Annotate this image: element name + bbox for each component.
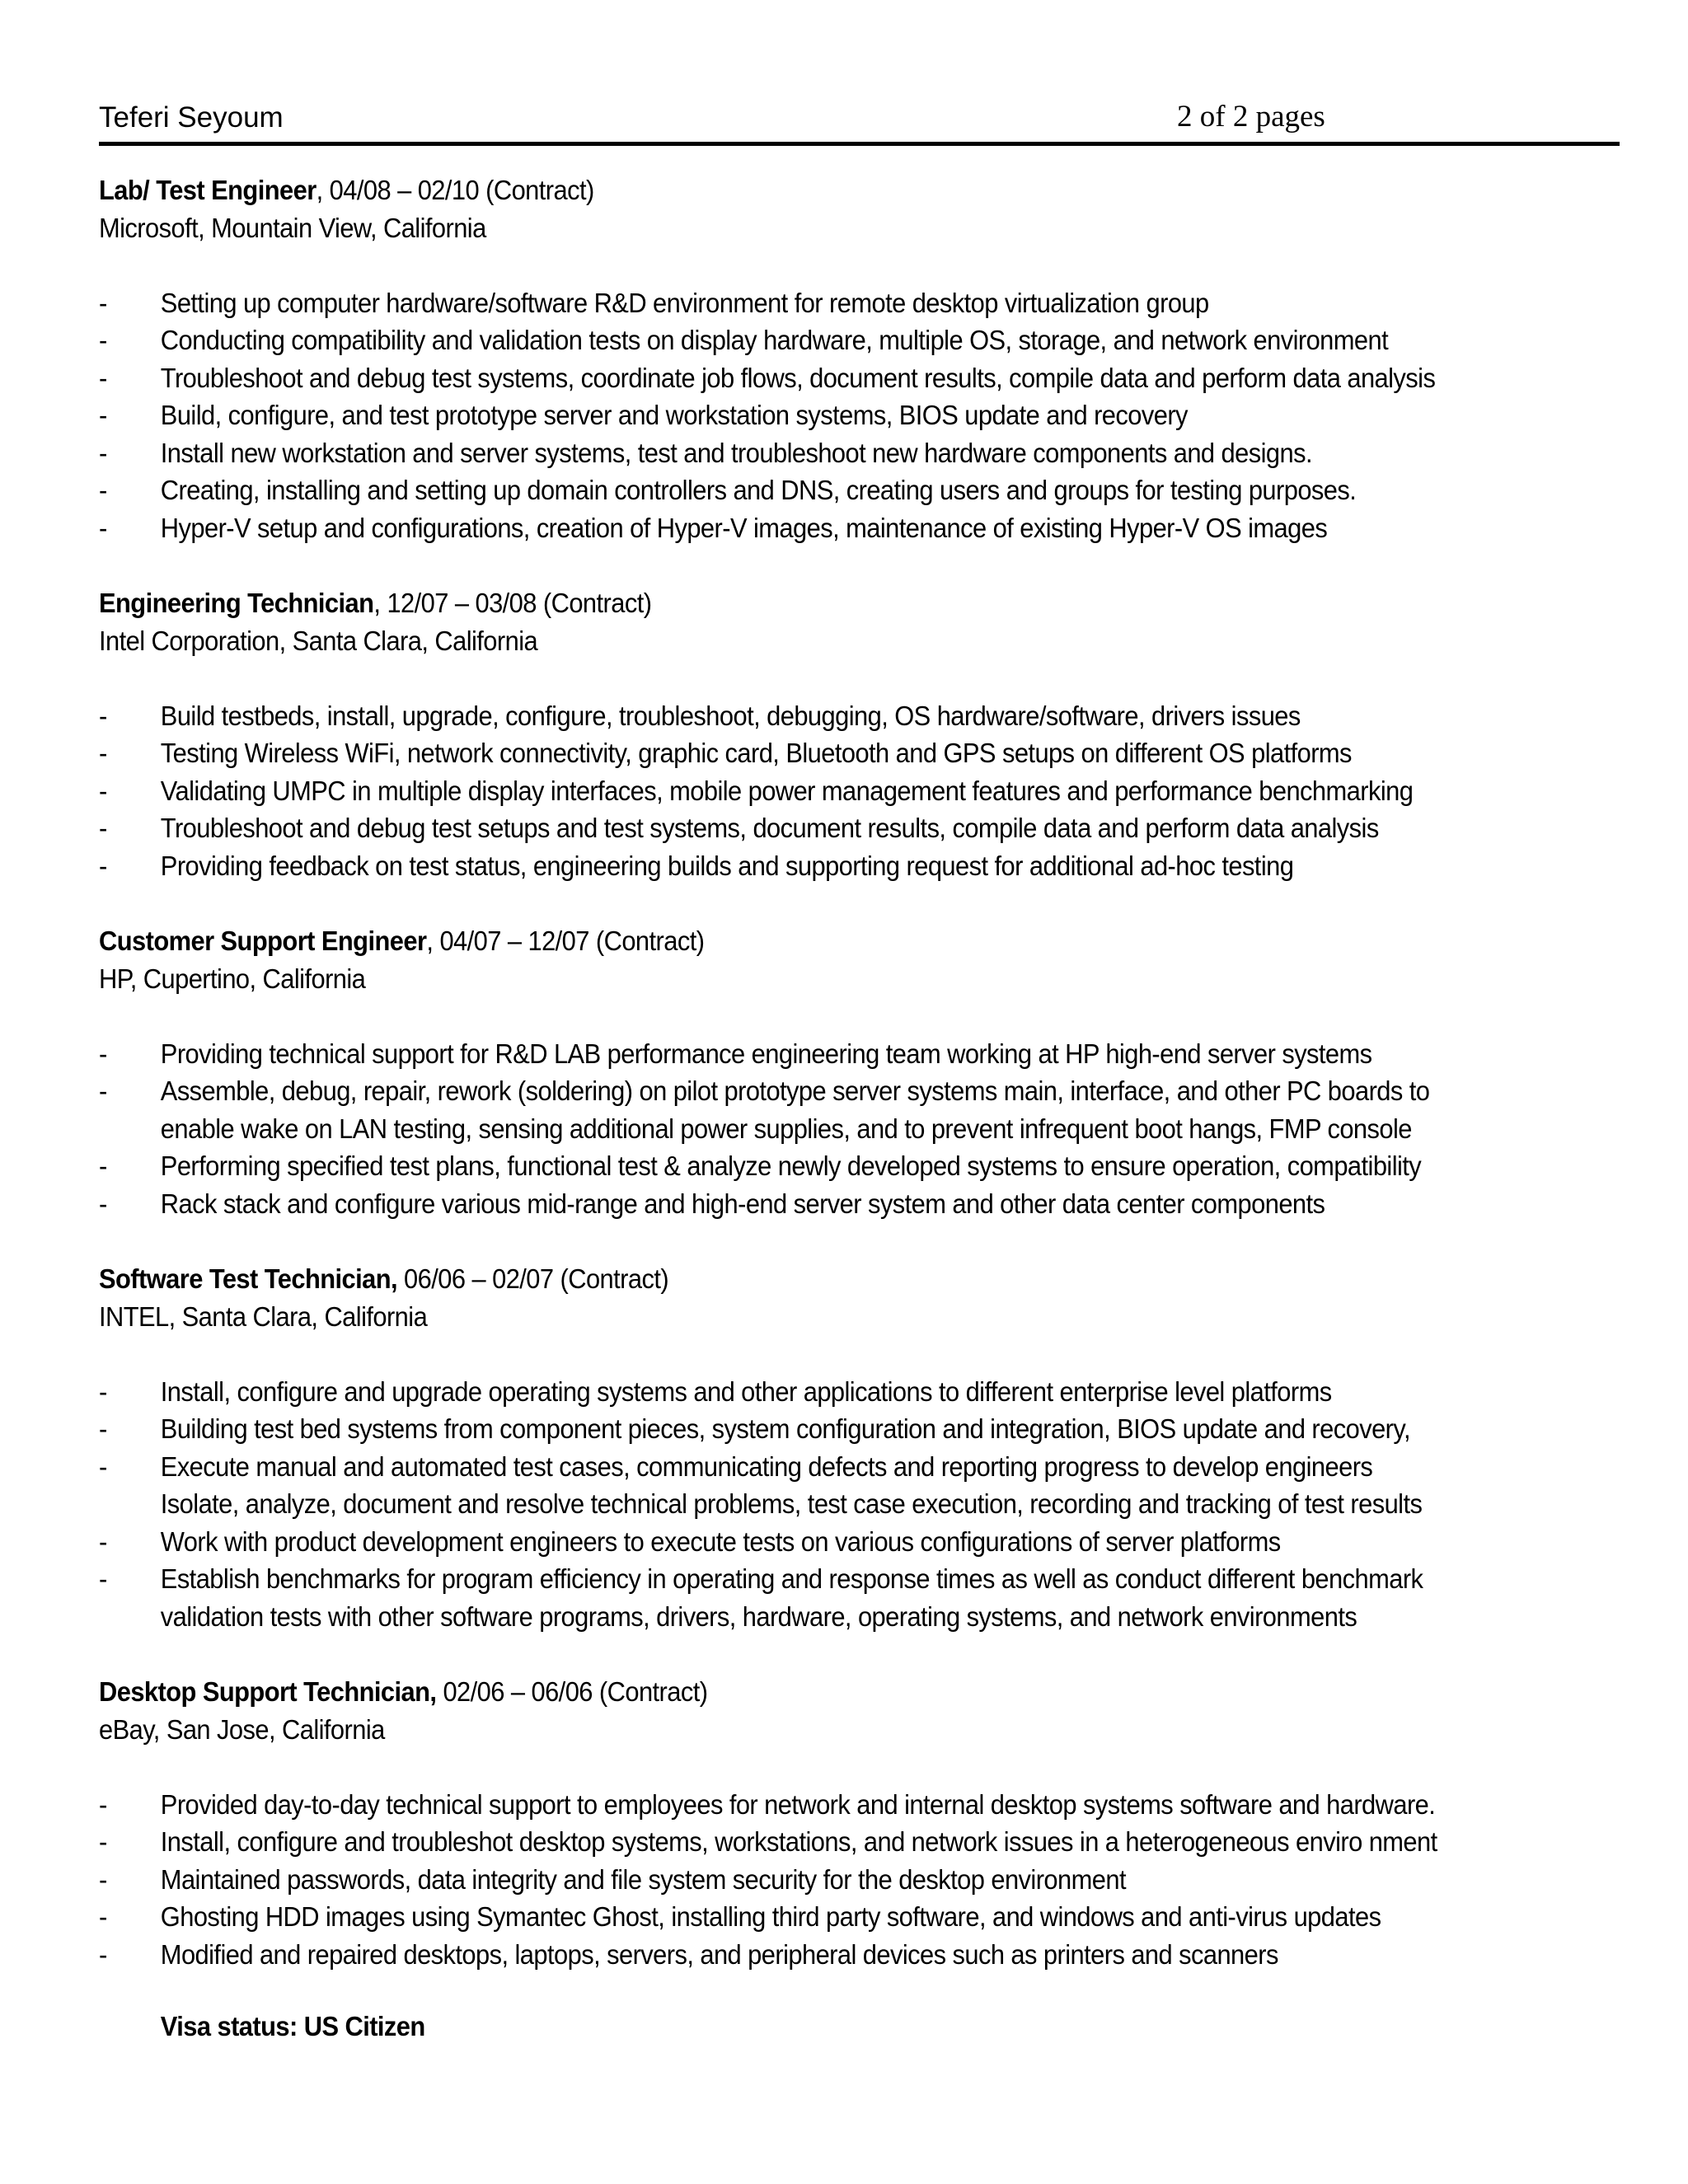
job-title: Engineering Technician	[99, 588, 374, 618]
job-entry	[99, 584, 1517, 884]
duty-text: Validating UMPC in multiple display interfaces, mobile power management features and performance benchmarking	[160, 775, 1414, 806]
duty-item	[99, 471, 1517, 509]
duty-text: Provided day-to-day technical support to employees for network and internal desktop systems software and hardware.	[160, 1788, 1436, 1820]
job-dates: 02/06 – 06/06 (Contract)	[436, 1676, 708, 1707]
bullet-dash: -	[99, 512, 107, 543]
duty-item	[99, 1485, 1517, 1523]
duty-item	[99, 396, 1517, 434]
bullet-dash: -	[99, 1826, 107, 1857]
duty-item	[99, 1598, 1517, 1636]
bullet-dash: -	[99, 775, 107, 806]
job-list	[99, 171, 1517, 1973]
job-company: Microsoft, Mountain View, California	[99, 212, 486, 243]
duty-text: Isolate, analyze, document and resolve technical problems, test case execution, recording and tracking of test results	[160, 1488, 1423, 1519]
experience-section	[99, 171, 1517, 2046]
job-duties-list	[99, 1035, 1517, 1223]
duty-text: Install new workstation and server systems, test and troubleshoot new hardware components and designs.	[160, 437, 1312, 468]
job-duties-list	[99, 284, 1517, 547]
duty-item	[99, 1936, 1517, 1974]
page-number: 2 of 2 pages	[1177, 100, 1325, 134]
duty-item	[99, 772, 1517, 810]
bullet-dash: -	[99, 850, 107, 881]
visa-status: Visa status: US Citizen	[160, 2011, 425, 2041]
duty-text: Building test bed systems from component pieces, system configuration and integration, BIOS update and recovery,	[160, 1413, 1410, 1444]
duty-item	[99, 1861, 1517, 1899]
duty-text: Providing technical support for R&D LAB performance engineering team working at HP high-end server systems	[160, 1038, 1372, 1069]
bullet-dash: -	[99, 325, 107, 355]
job-heading	[99, 1260, 1517, 1298]
bullet-dash: -	[99, 1863, 107, 1895]
duty-text: Install, configure and upgrade operating systems and other applications to different enterprise level platforms	[160, 1376, 1332, 1407]
bullet-dash: -	[99, 362, 107, 393]
bullet-dash: -	[99, 1526, 107, 1557]
bullet-dash: -	[99, 437, 107, 468]
job-heading	[99, 1673, 1517, 1711]
bullet-dash: -	[99, 700, 107, 731]
duty-text: Ghosting HDD images using Symantec Ghost, installing third party software, and windows and anti-virus updates	[160, 1901, 1381, 1932]
job-heading	[99, 922, 1517, 960]
duty-item	[99, 1523, 1517, 1561]
job-dates: , 04/07 – 12/07 (Contract)	[426, 926, 705, 956]
job-heading	[99, 171, 1517, 209]
duty-item	[99, 734, 1517, 772]
job-company: eBay, San Jose, California	[99, 1713, 385, 1745]
job-company: INTEL, Santa Clara, California	[99, 1301, 428, 1332]
bullet-dash: -	[99, 1076, 107, 1106]
job-duties-list	[99, 1373, 1517, 1636]
duty-item	[99, 1373, 1517, 1411]
duty-text: Establish benchmarks for program efficiency in operating and response times as well as conduct different benchmark	[160, 1563, 1423, 1594]
bullet-dash: -	[99, 813, 107, 843]
duty-text: Build, configure, and test prototype server and workstation systems, BIOS update and recovery	[160, 400, 1188, 430]
candidate-name: Teferi Seyoum	[99, 101, 284, 134]
job-company: Intel Corporation, Santa Clara, California	[99, 625, 538, 656]
duty-text: Execute manual and automated test cases, communicating defects and reporting progress to develop engineers	[160, 1451, 1373, 1482]
duty-text: Troubleshoot and debug test setups and test systems, document results, compile data and perform data analysis	[160, 813, 1379, 843]
duty-text: Conducting compatibility and validation tests on display hardware, multiple OS, storage, and network environment	[160, 325, 1389, 355]
duty-text: Performing specified test plans, functional test & analyze newly developed systems to ensure operation, compatibility	[160, 1151, 1422, 1181]
duty-text: Creating, installing and setting up domain controllers and DNS, creating users and groups for testing purposes.	[160, 475, 1357, 505]
duty-text: validation tests with other software programs, drivers, hardware, operating systems, and network environments	[160, 1601, 1357, 1632]
job-dates: , 12/07 – 03/08 (Contract)	[373, 588, 652, 618]
duty-text: Modified and repaired desktops, laptops, servers, and peripheral devices such as printers and scanners	[160, 1938, 1278, 1970]
job-title: Lab/ Test Engineer	[99, 175, 316, 205]
job-entry	[99, 1260, 1517, 1635]
duty-item	[99, 1110, 1517, 1148]
duty-item	[99, 1410, 1517, 1448]
job-duties-list	[99, 697, 1517, 885]
duty-item	[99, 434, 1517, 472]
duty-item	[99, 321, 1517, 359]
page-header	[99, 92, 1615, 143]
bullet-dash: -	[99, 287, 107, 318]
job-entry	[99, 171, 1517, 546]
duty-text: Maintained passwords, data integrity and file system security for the desktop environment	[160, 1863, 1126, 1895]
duty-text: Troubleshoot and debug test systems, coordinate job flows, document results, compile data and perform data analysis	[160, 362, 1436, 393]
duty-item	[99, 1823, 1517, 1861]
bullet-dash: -	[99, 1038, 107, 1069]
bullet-dash: -	[99, 400, 107, 430]
job-title: Desktop Support Technician,	[99, 1676, 437, 1707]
bullet-dash: -	[99, 1788, 107, 1820]
bullet-dash: -	[99, 1563, 107, 1594]
duty-item	[99, 284, 1517, 322]
duty-item	[99, 359, 1517, 397]
duty-item	[99, 1072, 1517, 1110]
job-title: Customer Support Engineer	[99, 926, 427, 956]
bullet-dash: -	[99, 1151, 107, 1181]
duty-item	[99, 1185, 1517, 1223]
duty-item	[99, 1448, 1517, 1486]
duty-text: Testing Wireless WiFi, network connectivity, graphic card, Bluetooth and GPS setups on different OS platforms	[160, 738, 1352, 768]
job-heading	[99, 584, 1517, 622]
duty-item	[99, 1035, 1517, 1073]
duty-text: Rack stack and configure various mid-range and high-end server system and other data center components	[160, 1188, 1325, 1219]
bullet-dash: -	[99, 475, 107, 505]
job-dates: , 04/08 – 02/10 (Contract)	[316, 175, 594, 205]
duty-item	[99, 1898, 1517, 1936]
duty-item	[99, 1786, 1517, 1824]
duty-text: Install, configure and troubleshot desktop systems, workstations, and network issues in a heterogeneous enviro nment	[160, 1826, 1437, 1857]
duty-item	[99, 847, 1517, 885]
duty-item	[99, 1147, 1517, 1185]
duty-text: Assemble, debug, repair, rework (soldering) on pilot prototype server systems main, interface, and other PC boards to	[160, 1076, 1430, 1106]
duty-item	[99, 697, 1517, 735]
bullet-dash: -	[99, 1413, 107, 1444]
duty-item	[99, 1560, 1517, 1598]
header-divider	[99, 142, 1620, 146]
job-entry	[99, 1673, 1517, 1973]
job-entry	[99, 922, 1517, 1222]
job-company: HP, Cupertino, California	[99, 963, 366, 994]
duty-text: Hyper-V setup and configurations, creation of Hyper-V images, maintenance of existing Hyper-V OS images	[160, 512, 1328, 543]
bullet-dash: -	[99, 1188, 107, 1219]
bullet-dash: -	[99, 1901, 107, 1932]
duty-text: enable wake on LAN testing, sensing additional power supplies, and to prevent infrequent boot hangs, FMP console	[160, 1113, 1412, 1144]
bullet-dash: -	[99, 1938, 107, 1970]
job-duties-list	[99, 1786, 1517, 1974]
duty-item	[99, 809, 1517, 847]
job-title: Software Test Technician,	[99, 1263, 398, 1294]
duty-text: Build testbeds, install, upgrade, configure, troubleshoot, debugging, OS hardware/software, drivers issues	[160, 700, 1301, 731]
duty-item	[99, 509, 1517, 547]
bullet-dash: -	[99, 738, 107, 768]
job-dates: 06/06 – 02/07 (Contract)	[397, 1263, 669, 1294]
duty-text: Work with product development engineers to execute tests on various configurations of server platforms	[160, 1526, 1281, 1557]
bullet-dash: -	[99, 1376, 107, 1407]
duty-text: Setting up computer hardware/software R&D environment for remote desktop virtualization group	[160, 287, 1209, 318]
duty-text: Providing feedback on test status, engineering builds and supporting request for additional ad-hoc testing	[160, 850, 1294, 881]
bullet-dash: -	[99, 1451, 107, 1482]
